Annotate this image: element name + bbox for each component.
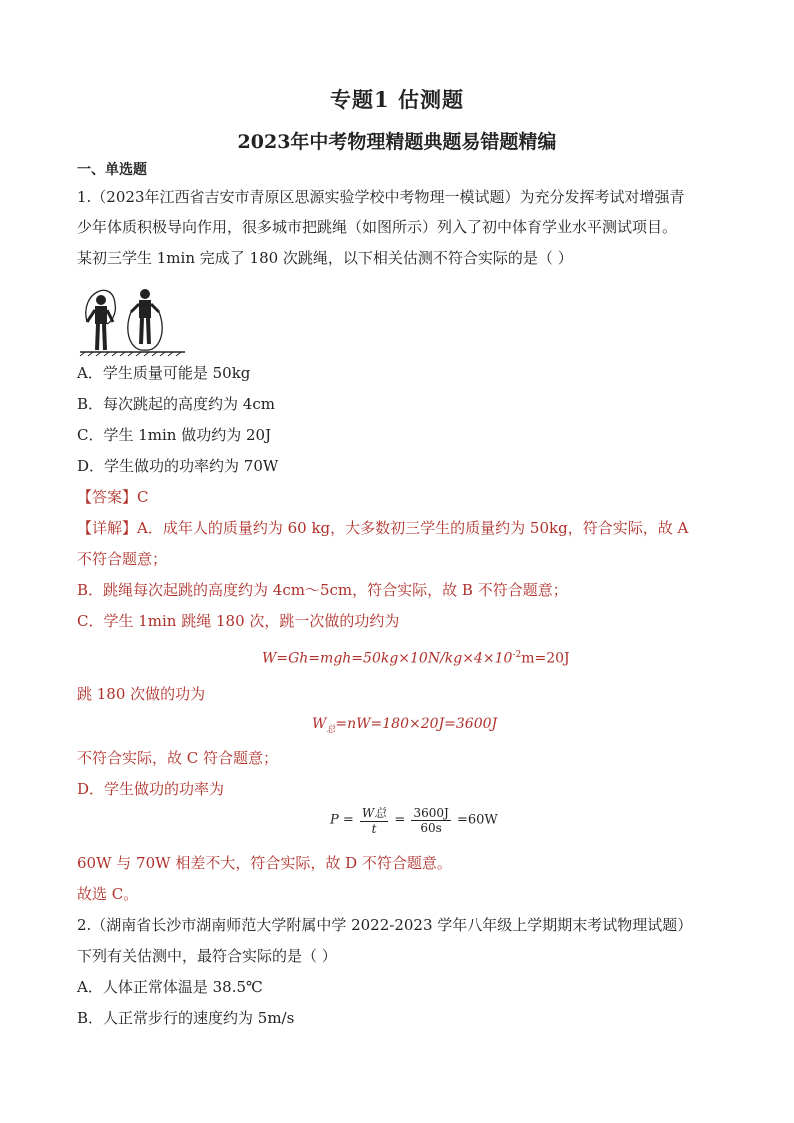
q1-detail-d: D．学生做功的功率为 — [77, 780, 225, 798]
q1-option-b: B．每次跳起的高度约为 4cm — [77, 395, 275, 413]
q1-detail-d2: 60W 与 70W 相差不大，符合实际，故 D 不符合题意。 — [77, 854, 452, 872]
q1-detail-c2: 跳 180 次做的功为 — [77, 685, 206, 703]
fraction-values: $\frac{3600J}{60s}$ — [413, 805, 449, 835]
q1-detail-b: B．跳绳每次起跳的高度约为 4cm～5cm，符合实际，故 B 不符合题意； — [77, 581, 568, 599]
page-title: 专题1 估测题 — [330, 87, 464, 112]
q1-stem-line1: 1.（2023年江西省吉安市青原区思源实验学校中考物理一模试题）为充分发挥考试对增强青 — [77, 188, 685, 206]
jump-rope-illustration — [77, 282, 187, 356]
formula-work-per-jump: $W=Gh=mgh=50kg\times 10N/kg\times 4\times 10^{-2}m=20J$ — [262, 650, 570, 667]
q1-detail-c: C．学生 1min 跳绳 180 次，跳一次做的功约为 — [77, 612, 400, 630]
q1-detail-a-line2: 不符合题意； — [77, 550, 168, 568]
q1-stem-line3: 某初三学生 1min 完成了 180 次跳绳，以下相关估测不符合实际的是（ ） — [77, 249, 573, 267]
q2-option-b: B．人正常步行的速度约为 5m/s — [77, 1009, 295, 1027]
q1-stem-line2: 少年体质积极导向作用，很多城市把跳绳（如图所示）列入了初中体育学业水平测试项目。 — [77, 218, 678, 236]
fraction-work-over-time: $\frac{\text{W总}}{t}$ — [361, 806, 387, 836]
q1-answer — [77, 487, 149, 507]
detail-a-text: A．成年人的质量约为 60 kg，大多数初三学生的质量约为 50kg，符合实际，故 A — [137, 519, 689, 537]
q2-stem-line1: 2.（湖南省长沙市湖南师范大学附属中学 2022-2023 学年八年级上学期期末考试物理试题） — [77, 916, 693, 934]
q1-option-d: D．学生做功的功率约为 70W — [77, 457, 279, 475]
formula-power: P = $\frac{\text{W总}}{t}$ = $\frac{3600J}{60s}$ =60W — [330, 805, 498, 836]
q1-conclusion: 故选 C。 — [77, 885, 139, 903]
q1-detail-a-line1 — [77, 518, 688, 538]
page-subtitle: 2023年中考物理精题典题易错题精编 — [237, 131, 557, 153]
section-heading: 一、单选题 — [77, 162, 147, 178]
answer-tag: 【答案】 — [77, 488, 138, 506]
q1-option-a: A．学生质量可能是 50kg — [77, 364, 251, 382]
q1-option-c: C．学生 1min 做功约为 20J — [77, 426, 272, 444]
q2-option-a: A．人体正常体温是 38.5℃ — [77, 978, 263, 996]
q1-detail-c3: 不符合实际，故 C 符合题意； — [77, 749, 279, 767]
detail-tag: 【详解】 — [77, 519, 138, 537]
answer-value: C — [137, 488, 149, 506]
q2-stem-line2: 下列有关估测中，最符合实际的是（ ） — [77, 947, 337, 965]
formula-total-work: $W_总=nW=180\times 20J=3600J$ — [312, 716, 498, 735]
